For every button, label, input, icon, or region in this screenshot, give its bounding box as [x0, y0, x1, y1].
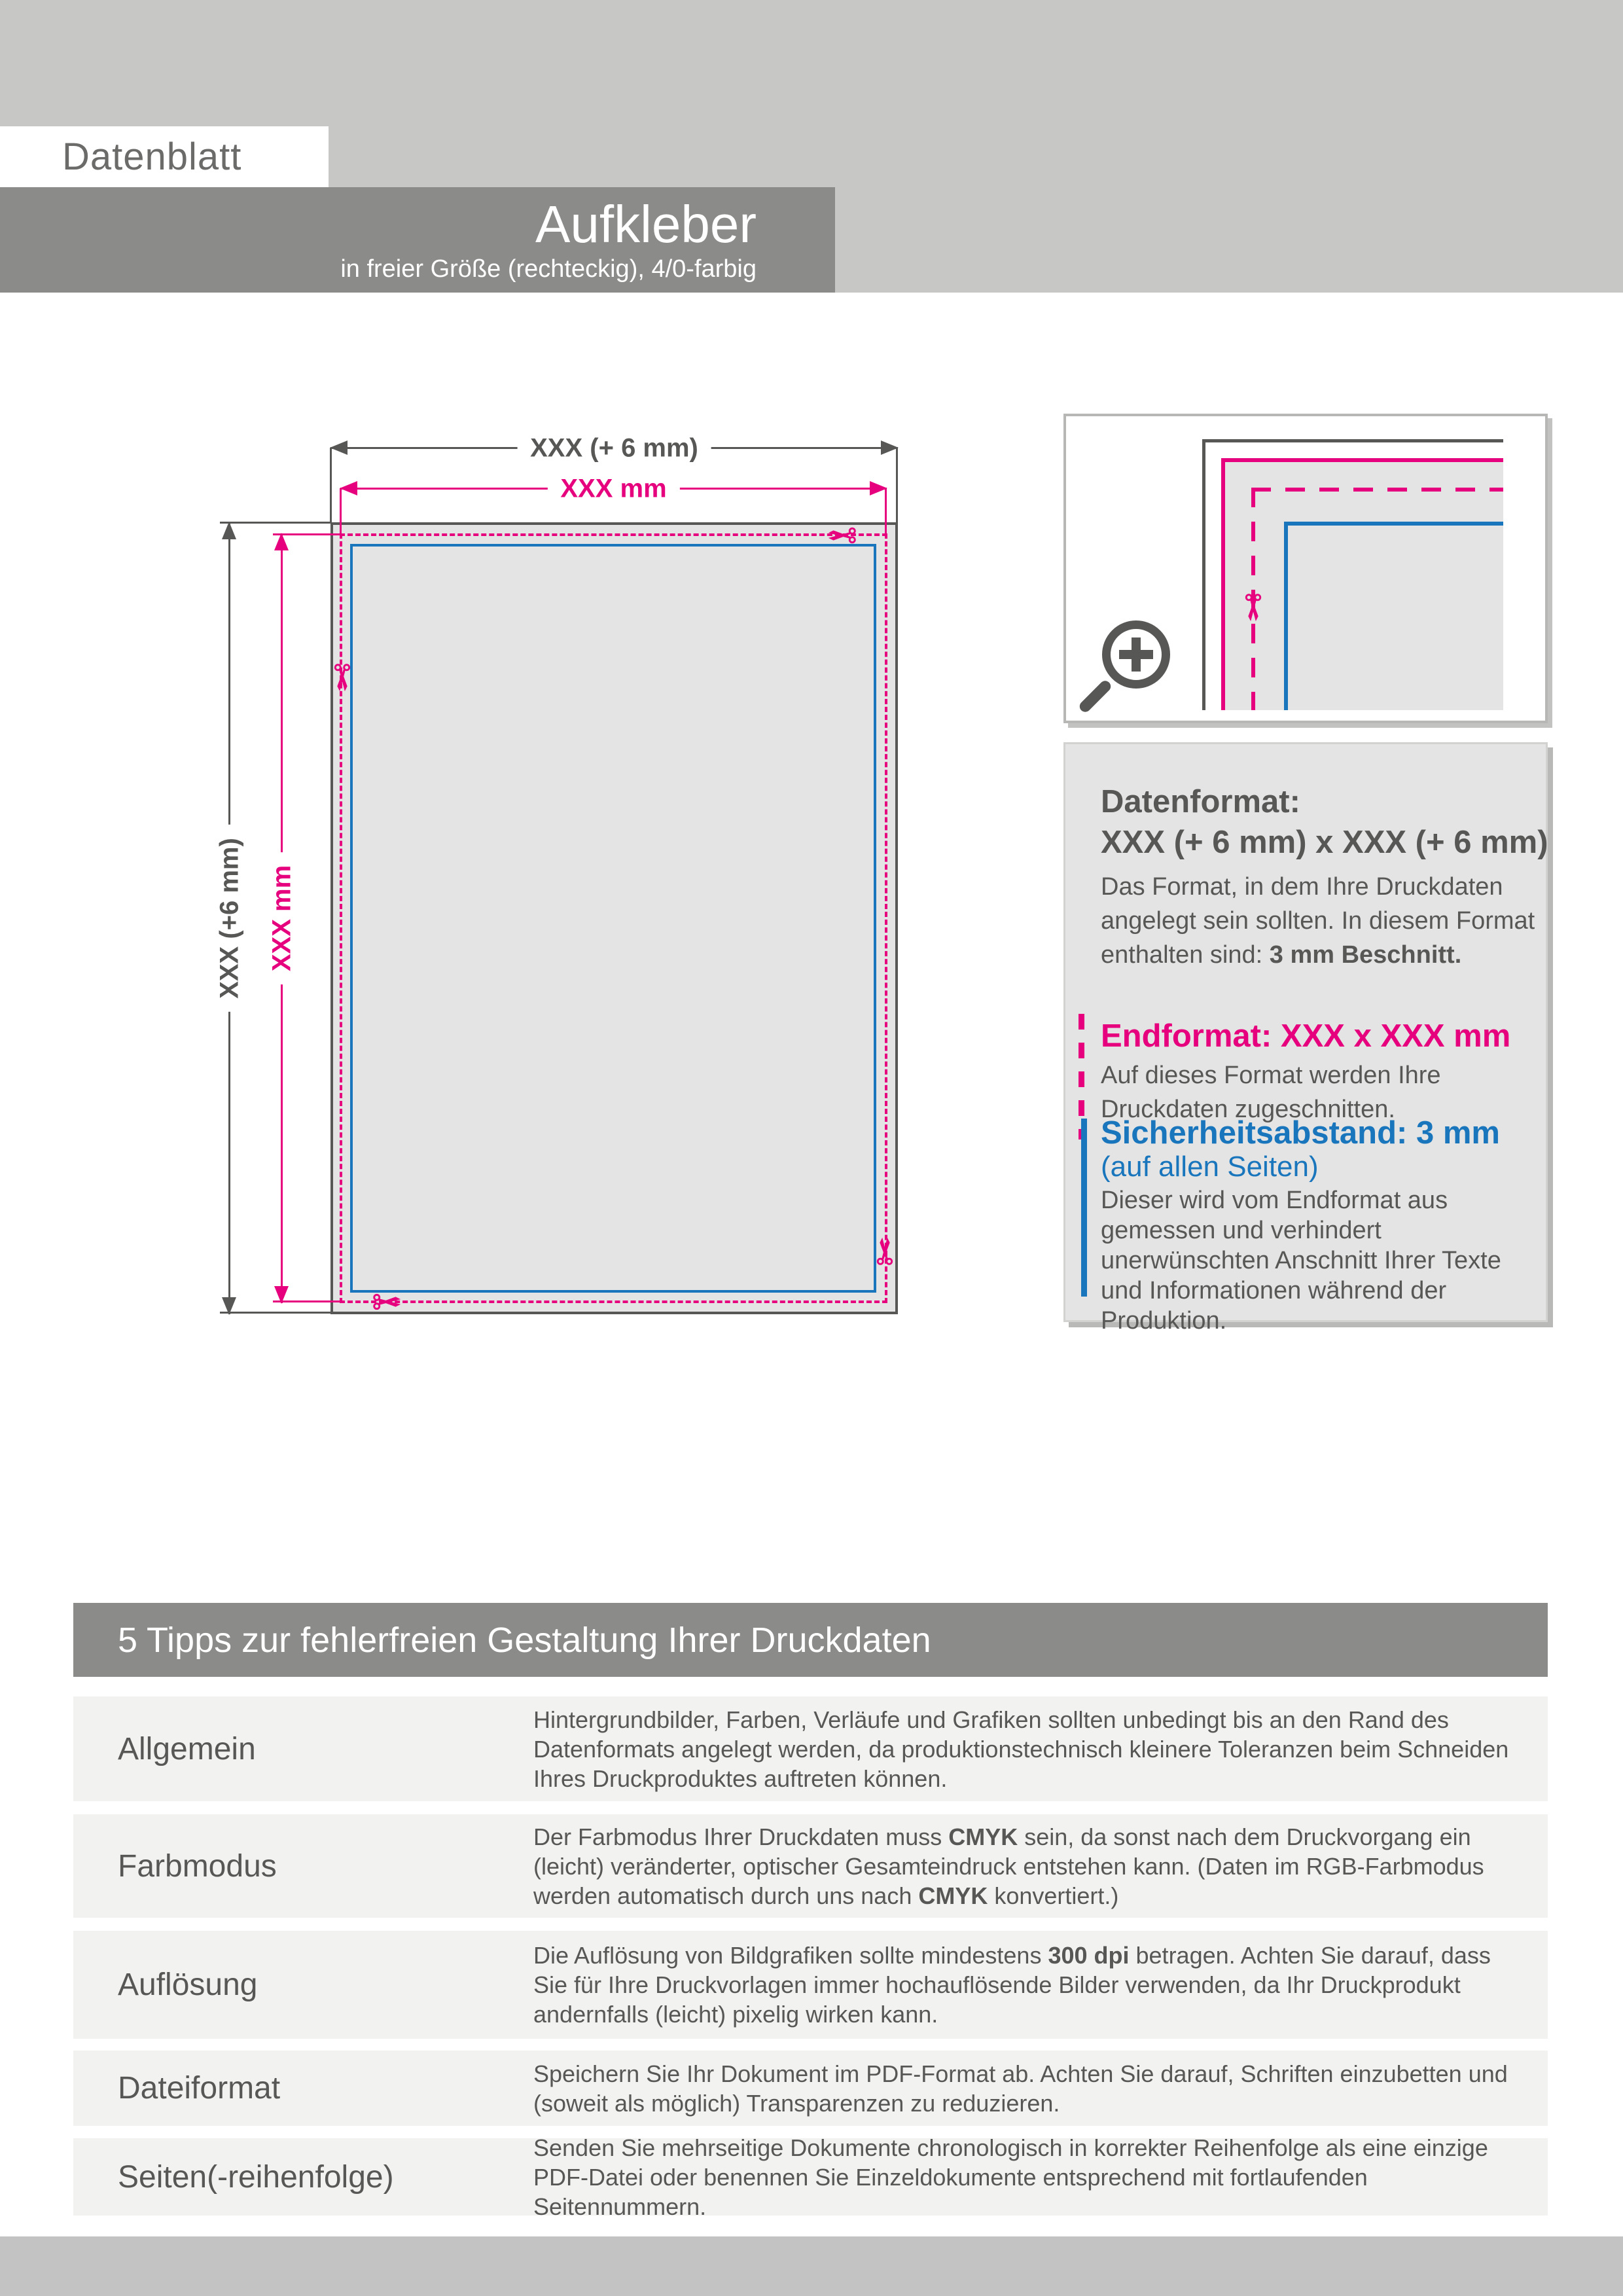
zoom-safety-line [1284, 522, 1288, 710]
zoom-safety-line [1284, 522, 1503, 526]
tip-row-seitenreihenfolge [73, 2134, 1548, 2220]
zoom-datenformat-line [1202, 439, 1503, 442]
tip-label: Dateiformat [118, 2071, 281, 2106]
datenformat-heading: Datenformat: [1101, 784, 1300, 819]
arrowhead-left-icon [330, 440, 348, 455]
zoom-fill-area [1223, 460, 1503, 710]
tips-heading-banner [73, 1603, 1548, 1677]
dimension-label: XXX (+6 mm) [214, 825, 246, 1012]
dimension-label: XXX mm [547, 473, 679, 505]
zoom-cut-line [1251, 488, 1503, 492]
magnifier-plus-icon [1132, 637, 1141, 672]
tip-label: Auflösung [118, 1967, 258, 2002]
tip-label: Farbmodus [118, 1848, 277, 1884]
endformat-text: Auf dieses Format werden Ihre Druckdaten zugeschnitten. [1101, 1062, 1441, 1123]
tip-text: Hintergrundbilder, Farben, Verläufe und Grafiken sollten unbedingt bis an den Rand des Datenformats angelegt werden, da produktionstechnisch kleinere Toleranzen beim Schneiden Ihres Druckproduktes auftreten können. [533, 1706, 1509, 1792]
arrowhead-up-icon [274, 533, 289, 550]
tip-row-aufloesung [73, 1931, 1548, 2039]
arrowhead-down-icon [222, 1297, 236, 1315]
footer-band [0, 2236, 1623, 2296]
extension-line [896, 448, 898, 522]
dimension-arrow-width-outer [330, 433, 898, 463]
page-subtitle: in freier Größe (rechteckig), 4/0-farbig [340, 255, 757, 283]
dimension-arrow-height-outer [215, 522, 244, 1314]
tips-heading: 5 Tipps zur fehlerfreien Gestaltung Ihrer Druckdaten [118, 1620, 931, 1660]
datenformat-dimensions: XXX (+ 6 mm) x XXX (+ 6 mm) [1101, 825, 1548, 860]
extension-line [220, 1312, 331, 1314]
tip-row-farbmodus [73, 1814, 1548, 1918]
page-title: Aufkleber [535, 194, 757, 253]
tip-text: Speichern Sie Ihr Dokument im PDF-Format ab. Achten Sie darauf, Schriften einzubetten und (soweit als möglich) Transparenzen zu reduzieren. [533, 2060, 1508, 2117]
arrowhead-up-icon [222, 522, 236, 539]
tip-label: Seiten(-reihenfolge) [118, 2159, 394, 2195]
scissors-icon [826, 527, 856, 544]
scissors-icon [334, 664, 351, 694]
title-banner [0, 187, 835, 293]
magnifier-handle-icon [1077, 679, 1113, 714]
sicherheitsabstand-heading: Sicherheitsabstand: 3 mm [1101, 1115, 1500, 1151]
dimension-arrow-width-inner [340, 474, 887, 503]
zoom-bleed-line [1221, 458, 1225, 710]
tip-row-dateiformat [73, 2051, 1548, 2126]
sicherheitsabstand-text: Dieser wird vom Endformat aus gemessen und verhindert unerwünschten Anschnitt Ihrer Texte und Informationen während der Produktion. [1101, 1187, 1501, 1335]
tip-text: Der Farbmodus Ihrer Druckdaten muss CMYK sein, da sonst nach dem Druckvorgang ein (leicht) veränderter, optischer Gesamteindruck entstehen kann. (Daten im RGB-Farbmodus werden automatisch durch uns nach CMYK konvertiert.) [533, 1823, 1484, 1909]
extension-line [220, 522, 331, 524]
arrowhead-right-icon [870, 481, 887, 495]
extension-line [330, 448, 332, 522]
scissors-icon [1245, 594, 1262, 624]
zoom-detail-box [1063, 414, 1548, 723]
zoom-datenformat-line [1202, 439, 1205, 710]
dimension-label: XXX (+ 6 mm) [517, 433, 711, 465]
datenblatt-label: Datenblatt [62, 135, 242, 178]
tip-row-allgemein [73, 1696, 1548, 1801]
arrowhead-down-icon [274, 1286, 289, 1304]
datenblatt-label-box [0, 126, 329, 187]
sicherheitsabstand-subheading: (auf allen Seiten) [1101, 1151, 1319, 1183]
format-info-panel [1063, 742, 1548, 1335]
arrowhead-right-icon [881, 440, 899, 455]
scissors-icon [876, 1235, 893, 1265]
zoom-bleed-line [1221, 458, 1503, 462]
tip-label: Allgemein [118, 1731, 256, 1767]
endformat-heading: Endformat: XXX x XXX mm [1101, 1018, 1511, 1054]
safety-margin-rect [350, 544, 876, 1293]
sicherheitsabstand-rule [1081, 1119, 1087, 1297]
arrowhead-left-icon [340, 481, 357, 495]
tip-text: Die Auflösung von Bildgrafiken sollte mindestens 300 dpi betragen. Achten Sie darauf, dass Sie für Ihre Druckvorlagen immer hochauflösende Bilder verwenden, da Ihr Druckprodukt andernfalls (leicht) pixelig wirken kann. [533, 1942, 1491, 2028]
tip-text: Senden Sie mehrseitige Dokumente chronologisch in korrekter Reihenfolge als eine einzige PDF-Datei oder benennen Sie Einzeldokumente entsprechend mit fortlaufenden Seitennummern. [533, 2134, 1488, 2220]
dimension-arrow-height-inner [267, 533, 296, 1303]
dimension-label: XXX mm [266, 852, 298, 984]
scissors-icon [373, 1293, 403, 1310]
datenformat-text: Das Format, in dem Ihre Druckdaten angelegt sein sollten. In diesem Format enthalten sind: 3 mm Beschnitt. [1101, 873, 1535, 969]
